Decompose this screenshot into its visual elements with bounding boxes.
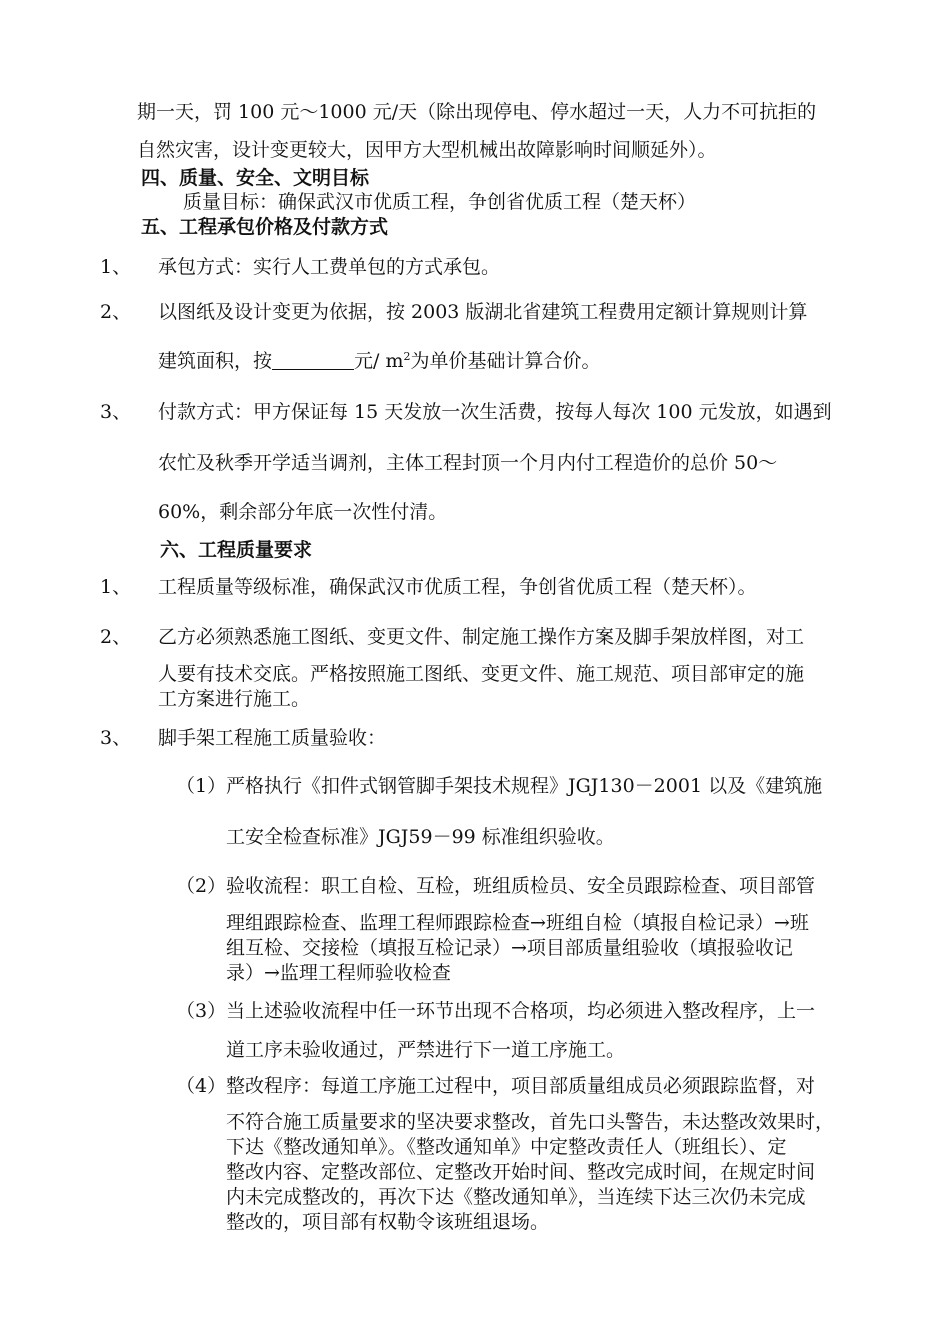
list-item-line: 农忙及秋季开学适当调剂，主体工程封顶一个月内付工程造价的总价 50～ <box>158 452 778 474</box>
paragraph-line: 期一天，罚 100 元～1000 元/天（除出现停电、停水超过一天，人力不可抗拒的 <box>137 101 817 123</box>
sub-list-number: （1） <box>176 775 227 797</box>
section-heading-price-payment: 五、工程承包价格及付款方式 <box>141 216 389 238</box>
text-span: 为单价基础计算合价。 <box>410 350 601 372</box>
sub-list-line: 严格执行《扣件式钢管脚手架技术规程》JGJ130－2001 以及《建筑施 <box>226 775 823 797</box>
list-number: 3、 <box>100 401 132 423</box>
text-span: 建筑面积，按 <box>158 350 273 372</box>
sub-list-line: 验收流程：职工自检、互检，班组质检员、安全员跟踪检查、项目部管 <box>226 875 816 897</box>
sub-list-line: 整改程序：每道工序施工过程中，项目部质量组成员必须跟踪监督，对 <box>226 1075 816 1097</box>
sub-list-line: 工安全检查标准》JGJ59－99 标准组织验收。 <box>226 826 615 848</box>
list-item-line: 脚手架工程施工质量验收： <box>158 727 387 749</box>
sub-list-line: 道工序未验收通过，严禁进行下一道工序施工。 <box>226 1039 626 1061</box>
quality-target-text: 质量目标：确保武汉市优质工程，争创省优质工程（楚天杯） <box>183 191 697 213</box>
list-item-line: 工方案进行施工。 <box>158 688 311 710</box>
sub-list-number: （2） <box>176 875 227 897</box>
sub-list-line: 不符合施工质量要求的坚决要求整改，首先口头警告，未达整改效果时， <box>226 1111 835 1133</box>
sub-list-line: 整改内容、定整改部位、定整改开始时间、整改完成时间，在规定时间 <box>226 1161 816 1183</box>
sub-list-line: 组互检、交接检（填报互检记录）→项目部质量组验收（填报验收记 <box>226 937 793 959</box>
list-item-line-unit-price <box>158 349 601 373</box>
superscript: 2 <box>403 350 411 363</box>
blank-underline <box>272 349 354 370</box>
sub-list-line: 理组跟踪检查、监理工程师跟踪检查→班组自检（填报自检记录）→班 <box>226 912 809 934</box>
list-item-line: 乙方必须熟悉施工图纸、变更文件、制定施工操作方案及脚手架放样图，对工 <box>158 626 805 648</box>
sub-list-line: 内未完成整改的，再次下达《整改通知单》，当连续下达三次仍未完成 <box>226 1186 806 1208</box>
list-item-line: 承包方式：实行人工费单包的方式承包。 <box>158 256 501 278</box>
section-heading-quality-requirements: 六、工程质量要求 <box>160 539 313 561</box>
section-heading-quality-safety: 四、质量、安全、文明目标 <box>141 167 370 189</box>
list-item-line: 付款方式：甲方保证每 15 天发放一次生活费，按每人每次 100 元发放，如遇到 <box>158 401 832 423</box>
sub-list-line: 录）→监理工程师验收检查 <box>226 962 451 984</box>
sub-list-number: （3） <box>176 1000 227 1022</box>
text-span: 元/ m <box>354 350 404 372</box>
list-item-line: 人要有技术交底。严格按照施工图纸、变更文件、施工规范、项目部审定的施 <box>158 663 805 685</box>
list-item-line: 以图纸及设计变更为依据，按 2003 版湖北省建筑工程费用定额计算规则计算 <box>158 301 808 323</box>
list-item-line: 60%，剩余部分年底一次性付清。 <box>158 501 448 523</box>
list-number: 3、 <box>100 727 132 749</box>
list-item-line: 工程质量等级标准，确保武汉市优质工程，争创省优质工程（楚天杯）。 <box>158 576 757 598</box>
list-number: 2、 <box>100 626 132 648</box>
list-number: 2、 <box>100 301 132 323</box>
list-number: 1、 <box>100 576 132 598</box>
sub-list-line: 当上述验收流程中任一环节出现不合格项，均必须进入整改程序，上一 <box>226 1000 816 1022</box>
paragraph-line: 自然灾害，设计变更较大，因甲方大型机械出故障影响时间顺延外）。 <box>137 139 717 161</box>
list-number: 1、 <box>100 256 132 278</box>
sub-list-line: 整改的，项目部有权勒令该班组退场。 <box>226 1211 550 1233</box>
sub-list-number: （4） <box>176 1075 227 1097</box>
sub-list-line: 下达《整改通知单》。《整改通知单》中定整改责任人（班组长）、定 <box>226 1136 787 1158</box>
